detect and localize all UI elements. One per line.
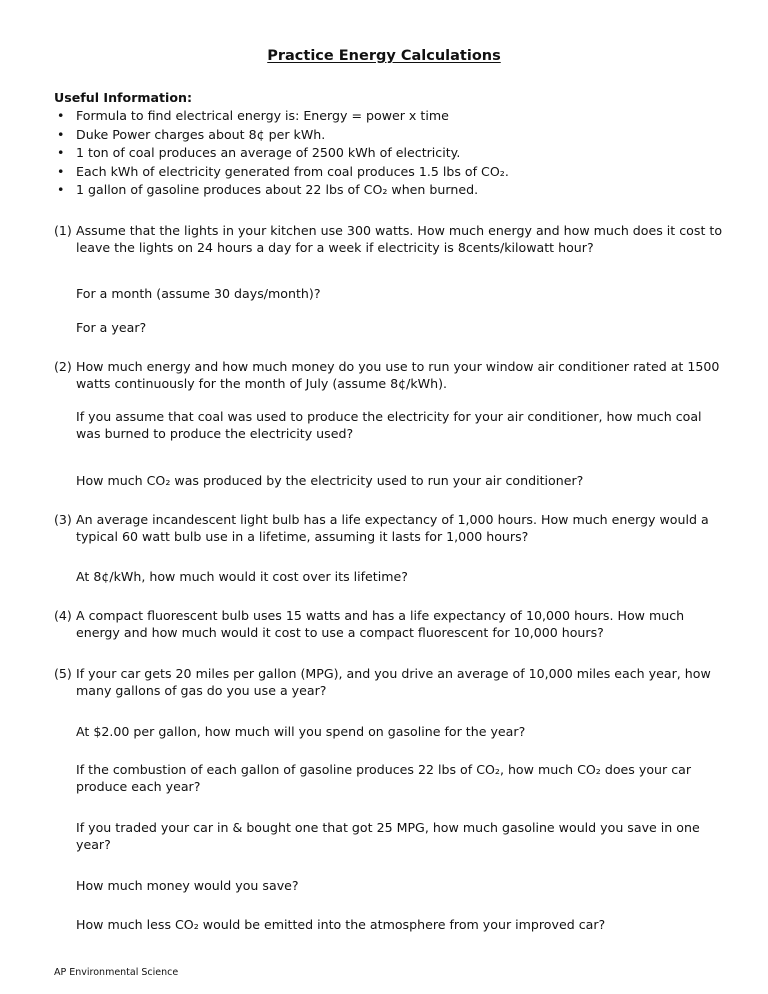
question-1-followup-year: For a year?	[76, 320, 147, 335]
list-item: • Formula to find electrical energy is: Energy = power x time	[57, 108, 449, 123]
question-1	[54, 223, 726, 256]
bullet-icon: •	[57, 163, 65, 179]
bullet-icon: •	[57, 182, 65, 197]
page-title: Practice Energy Calculations	[267, 48, 501, 64]
list-item: • Duke Power charges about 8¢ per kWh.	[57, 126, 326, 142]
question-text: A compact fluorescent bulb uses 15 watts and has a life expectancy of 10,000 hours. How much energy and how much would it cost to use a compact fluorescent for 10,000 hours?	[76, 608, 685, 640]
question-text: If your car gets 20 miles per gallon (MPG), and you drive an average of 10,000 miles each year, how many gallons of gas do you use a year?	[76, 666, 711, 698]
question-3-followup-cost: At 8¢/kWh, how much would it cost over its lifetime?	[76, 569, 408, 584]
question-number: (2)	[54, 359, 72, 374]
question-5-followup-gasoline-saved: If you traded your car in & bought one that got 25 MPG, how much gasoline would you save in one year?	[76, 820, 700, 852]
question-number: (1)	[54, 223, 72, 238]
question-4	[54, 608, 726, 641]
bullet-icon: •	[57, 108, 65, 123]
question-5-followup-money-saved: How much money would you save?	[76, 878, 299, 893]
question-5-followup-co2: If the combustion of each gallon of gasoline produces 22 lbs of CO₂, how much CO₂ does your car produce each year?	[76, 762, 692, 794]
list-item: • 1 ton of coal produces an average of 2500 kWh of electricity.	[57, 145, 461, 160]
useful-information-list	[54, 108, 734, 201]
useful-information-heading: Useful Information:	[54, 90, 193, 105]
question-number: (4)	[54, 608, 72, 623]
useful-information-section	[54, 90, 734, 201]
question-5	[54, 666, 726, 699]
question-2-followup-co2: How much CO₂ was produced by the electricity used to run your air conditioner?	[76, 473, 584, 488]
question-2-followup-coal: If you assume that coal was used to produce the electricity for your air conditioner, how much coal was burned to produce the electricity used?	[76, 409, 702, 441]
bullet-icon: •	[57, 126, 65, 142]
question-text: An average incandescent light bulb has a life expectancy of 1,000 hours. How much energy would a typical 60 watt bulb use in a lifetime, assuming it lasts for 1,000 hours?	[76, 512, 709, 544]
question-number: (3)	[54, 512, 72, 527]
question-2	[54, 359, 726, 392]
question-text: How much energy and how much money do you use to run your window air conditioner rated at 1500 watts continuously for the month of July (assume 8¢/kWh).	[76, 359, 720, 391]
question-text: Assume that the lights in your kitchen use 300 watts. How much energy and how much does it cost to leave the lights on 24 hours a day for a week if electricity is 8cents/kilowatt hour?	[76, 223, 723, 255]
question-5-followup-spend: At $2.00 per gallon, how much will you spend on gasoline for the year?	[76, 724, 526, 739]
list-item: • 1 gallon of gasoline produces about 22 lbs of CO₂ when burned.	[57, 182, 479, 197]
question-5-followup-co2-reduction: How much less CO₂ would be emitted into the atmosphere from your improved car?	[76, 917, 606, 932]
question-3	[54, 512, 726, 545]
question-1-followup-month: For a month (assume 30 days/month)?	[76, 286, 321, 301]
list-item: • Each kWh of electricity generated from coal produces 1.5 lbs of CO₂.	[57, 163, 509, 179]
footer-course-name: AP Environmental Science	[54, 967, 179, 978]
bullet-icon: •	[57, 145, 65, 160]
question-number: (5)	[54, 666, 72, 681]
